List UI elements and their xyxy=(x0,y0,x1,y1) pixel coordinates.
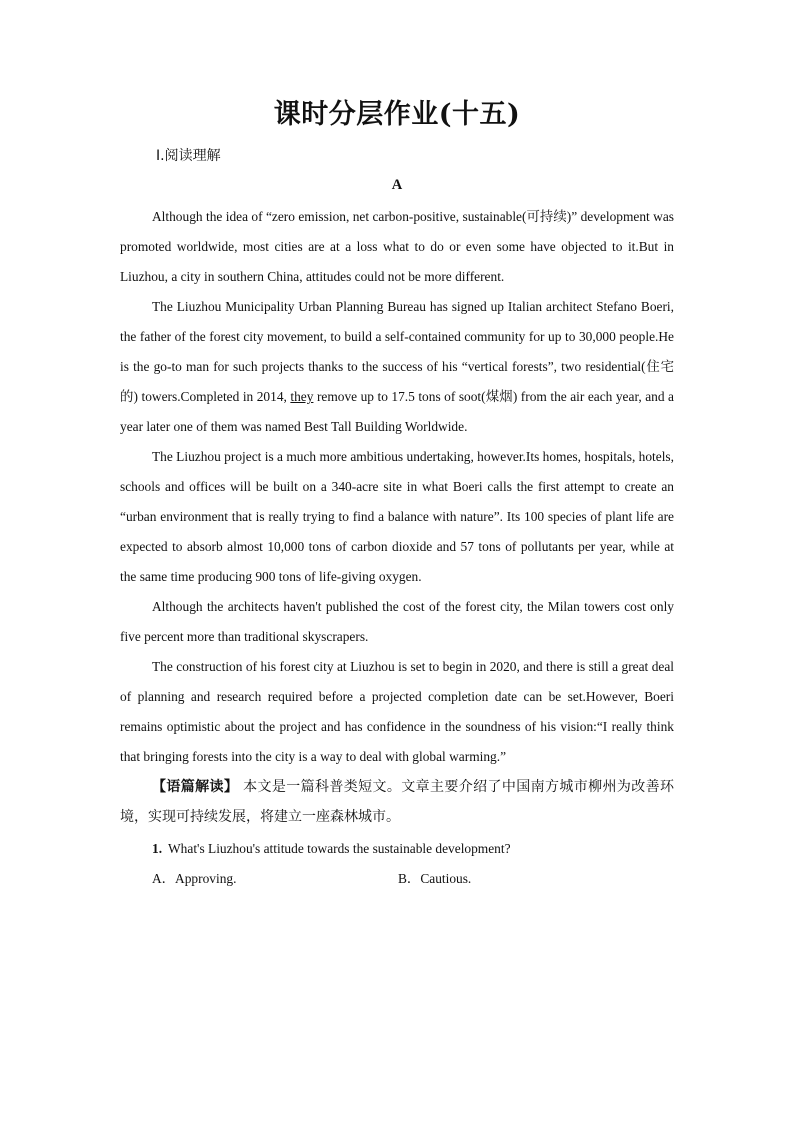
paragraph-2-text-after: remove up to 17.5 tons of soot(煤烟) from the air each year, and a year later one of them was named Best Tall Building Worldwide. xyxy=(120,389,674,434)
analysis-text: 本文是一篇科普类短文。文章主要介绍了中国南方城市柳州为改善环境，实现可持续发展，将建立一座森林城市。 xyxy=(120,779,675,825)
option-b: B．Cautious. xyxy=(398,871,472,886)
question-1 xyxy=(120,834,674,864)
question-text: What's Liuzhou's attitude towards the sustainable development? xyxy=(168,841,511,856)
paragraph-2 xyxy=(120,292,674,442)
passage-label: A xyxy=(391,177,403,193)
paragraph-1: Although the idea of “zero emission, net carbon-positive, sustainable(可持续)” development was promoted worldwide, most cities are at a loss what to do or even some have objected to it.But in Liuzhou, a city in southern China, attitudes could not be more different. xyxy=(120,209,674,284)
question-options xyxy=(120,864,674,894)
passage-analysis xyxy=(120,772,674,832)
option-a: A．Approving. xyxy=(152,871,237,886)
page-title: 课时分层作业(十五) xyxy=(273,99,521,130)
paragraph-4: Although the architects haven't published the cost of the forest city, the Milan towers cost only five percent more than traditional skyscrapers. xyxy=(120,599,674,644)
paragraph-2-text-before: The Liuzhou Municipality Urban Planning Bureau has signed up Italian architect Stefano Boeri, the father of the forest city movement, to build a self-contained community for up to 30,000 people.He is the go-to man for such projects thanks to the success of his “vertical forests”, two residential(住宅的) towers.Completed in 2014, xyxy=(120,299,674,404)
underlined-word: they xyxy=(290,389,314,404)
analysis-tag: 【语篇解读】 xyxy=(152,779,239,795)
paragraph-5: The construction of his forest city at Liuzhou is set to begin in 2020, and there is still a great deal of planning and research required before a projected completion date can be set.However, Boeri remains optimistic about the project and has confidence in the soundness of his vision:“I really think that bringing forests into the city is a way to deal with global warming.” xyxy=(120,659,674,764)
paragraph-3: The Liuzhou project is a much more ambitious undertaking, however.Its homes, hospitals, hotels, schools and offices will be built on a 340-acre site in what Boeri calls the first attempt to create an “urban environment that is really trying to find a balance with nature”. Its 100 species of plant life are expected to absorb almost 10,000 tons of carbon dioxide and 57 tons of pollutants per year, while at the same time producing 900 tons of life-giving oxygen. xyxy=(120,449,674,584)
section-heading: Ⅰ.阅读理解 xyxy=(156,148,221,164)
question-number: 1. xyxy=(152,841,163,856)
